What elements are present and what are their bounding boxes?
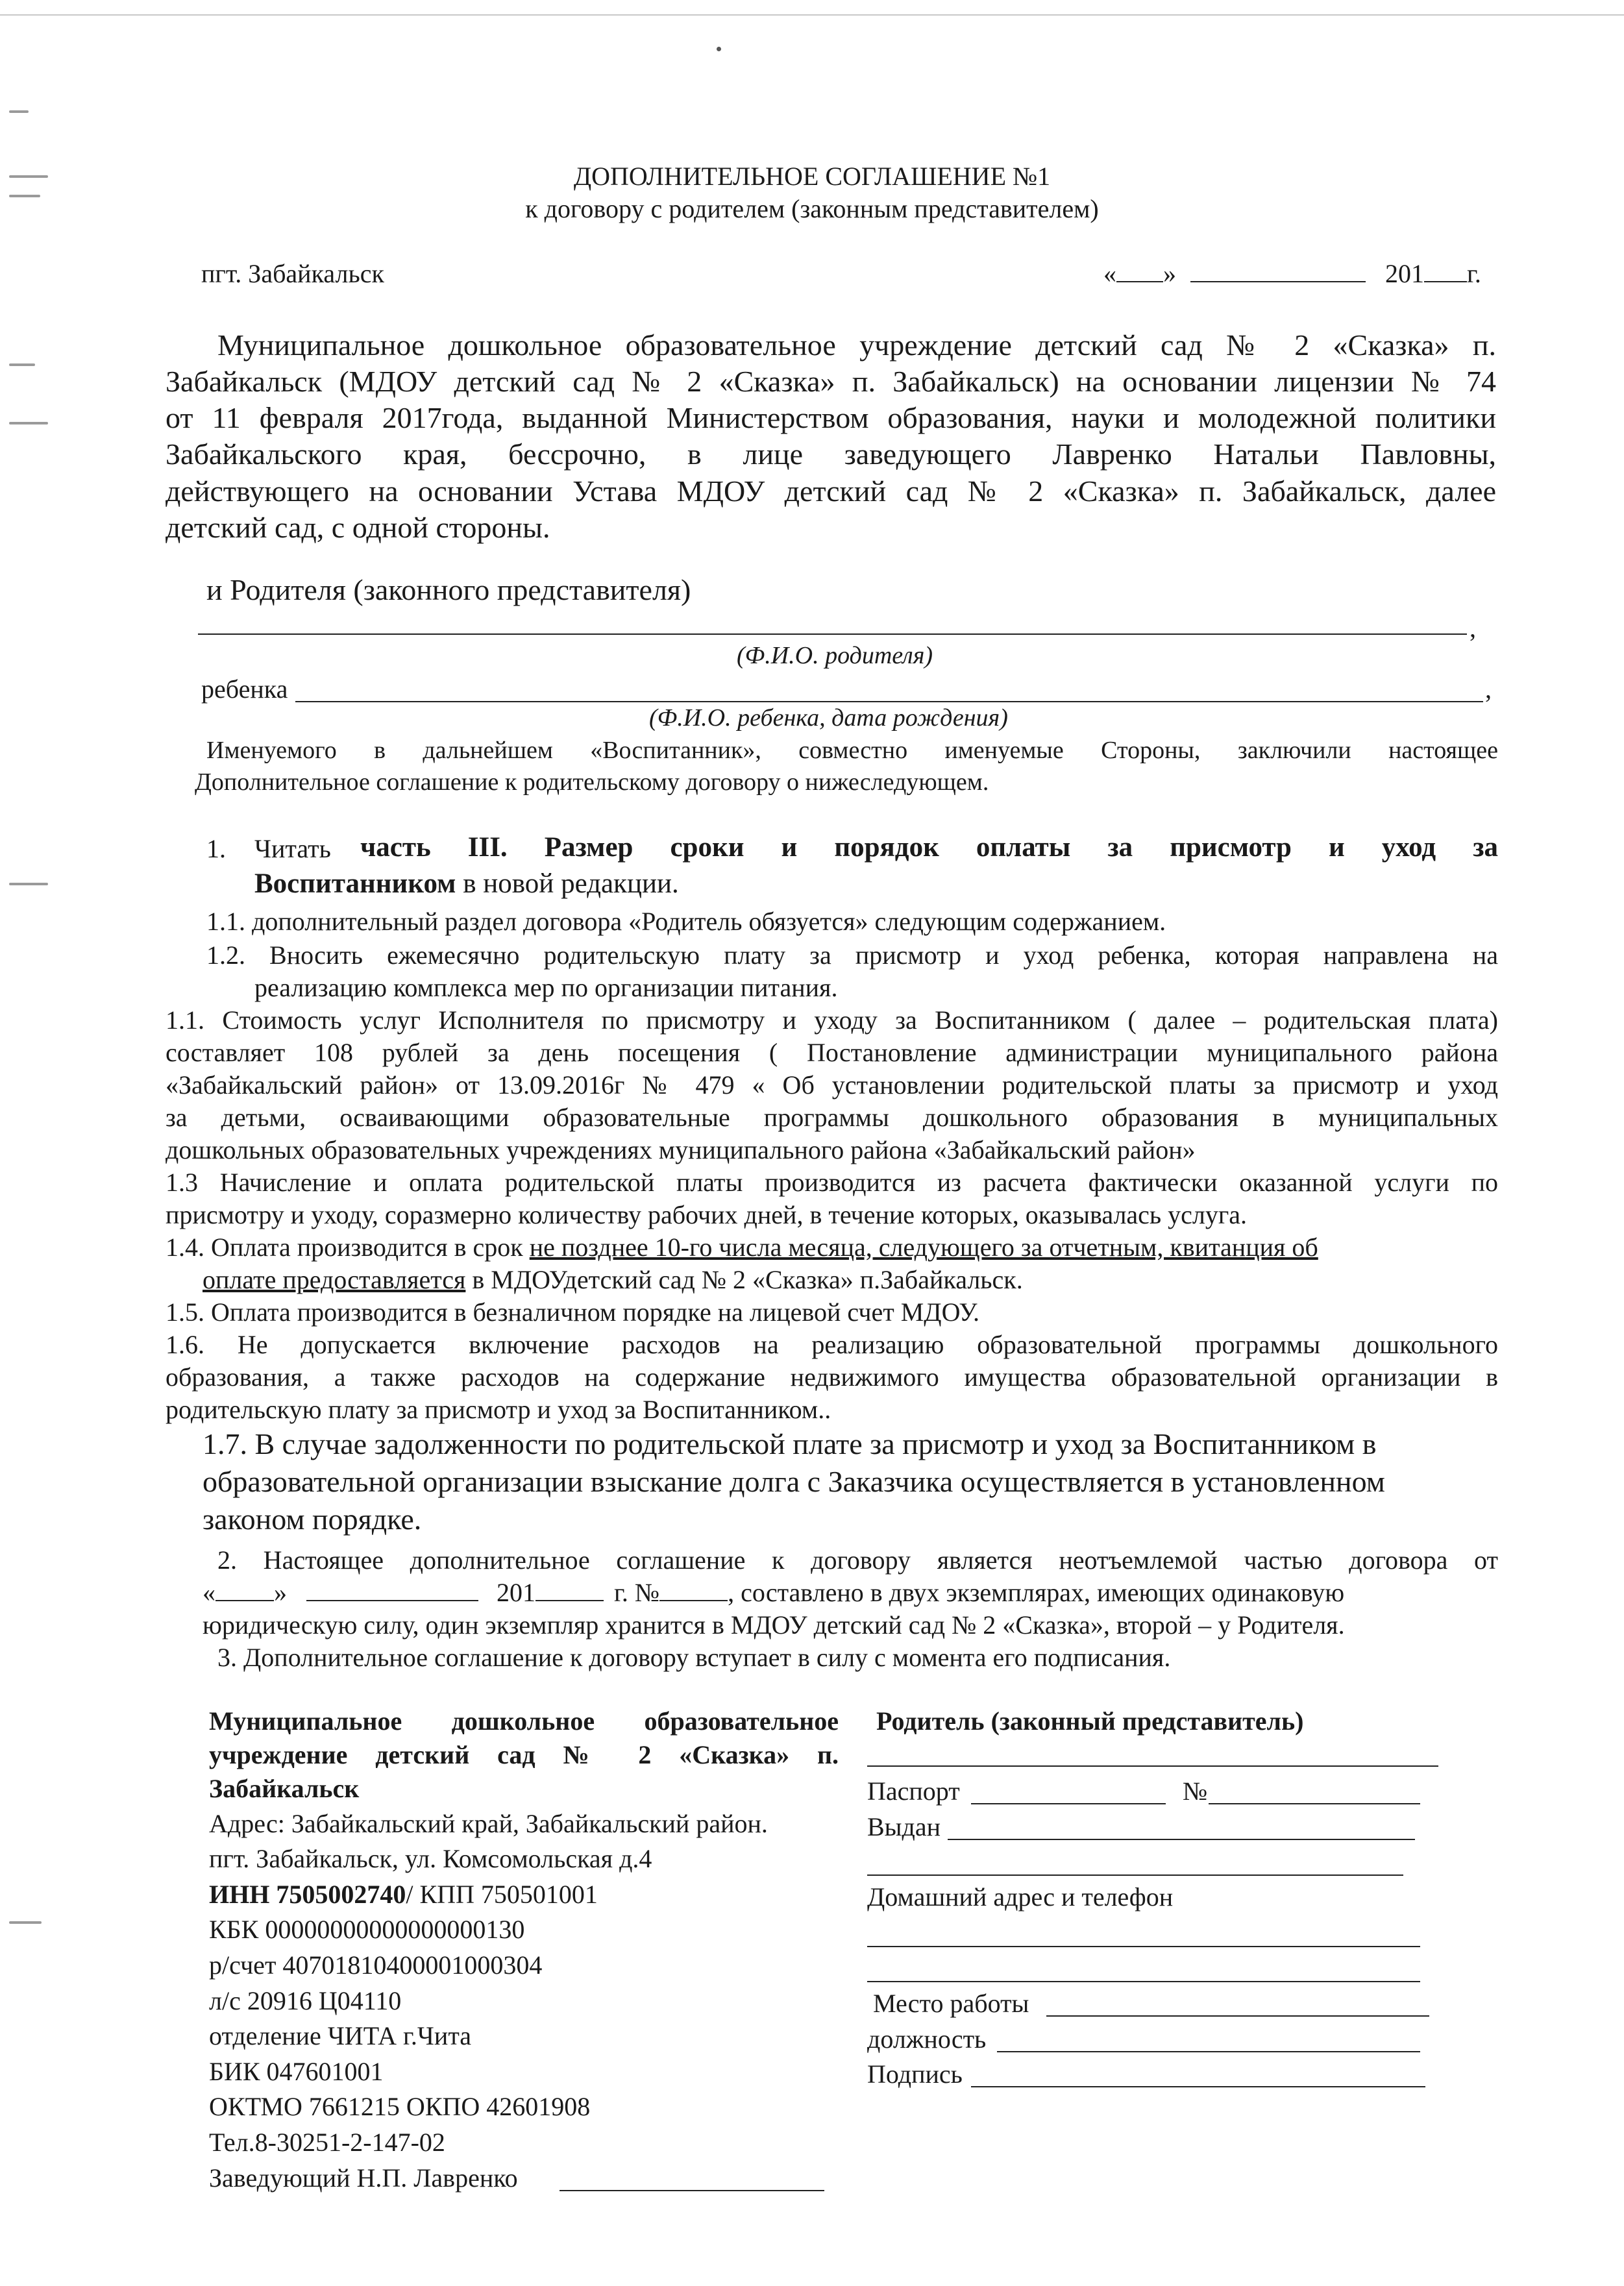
child-name-caption: (Ф.И.О. ребенка, дата рождения) [649,704,1008,731]
org-name: Муниципальное дошкольное образовательное [209,1706,839,1736]
position-label: должность [867,2024,987,2054]
org-phone: Тел.8-30251-2-147-02 [209,2128,445,2157]
signature-blank[interactable] [971,2086,1425,2087]
intro-line: от 11 февраля 2017года, выданной Министерством образования, науки и молодежной политики [166,401,1496,434]
item-1-7: 1.7. В случае задолженности по родительской плате за присмотр и уход за Воспитанником в [203,1427,1377,1460]
document-title: ДОПОЛНИТЕЛЬНОЕ СОГЛАШЕНИЕ №1 [573,162,1051,191]
passport-label: Паспорт [867,1776,960,1806]
parent-name-caption: (Ф.И.О. родителя) [737,642,933,669]
home-address-blank-2[interactable] [867,1981,1420,1982]
place-of-signing: пгт. Забайкальск [201,259,384,288]
parent-label: и Родителя (законного представителя) [206,573,691,606]
scan-edge-mark [9,1921,42,1924]
item-1-1b: 1.1. Стоимость услуг Исполнителя по присмотру и уходу за Воспитанником ( далее – родительская плата) [166,1005,1498,1035]
intro-line: Муниципальное дошкольное образовательное учреждение детский сад № 2 «Сказка» п. [217,328,1496,362]
clause-read: Читать [254,834,331,863]
clause-2-line2: « » 201 г. № , составлено в двух экземплярах, имеющих одинаковую [203,1578,1345,1607]
scan-edge-mark [9,110,29,113]
clause-2: 2. Настоящее дополнительное соглашение к договору является неотъемлемой частью договора от [217,1545,1498,1575]
intro-line: Забайкальского края, бессрочно, в лице заведующего Лавренко Натальи Павловны, [166,437,1496,471]
scan-edge-mark [9,363,35,366]
home-address-blank[interactable] [867,1946,1420,1947]
passport-number-blank[interactable] [1209,1803,1420,1804]
contract-month-blank[interactable] [306,1578,478,1601]
document-subtitle: к договору с родителем (законным представителем) [525,194,1099,223]
date-year-blank[interactable] [1424,259,1467,282]
parent-block-title: Родитель (законный представитель) [876,1706,1304,1736]
scan-speck [717,47,721,51]
org-head: Заведующий Н.П. Лавренко [209,2163,518,2193]
item-1-5: 1.5. Оплата производится в безналичном порядке на лицевой счет МДОУ. [166,1297,980,1327]
item-1-2: 1.2. Вносить ежемесячно родительскую плату за присмотр и уход ребенка, которая направлена на [206,940,1498,970]
org-address: пгт. Забайкальск, ул. Комсомольская д.4 [209,1844,652,1873]
child-label: ребенка [201,674,288,704]
org-inn-kpp: ИНН 7505002740/ КПП 750501001 [209,1880,598,1909]
item-1-1b: дошкольных образовательных учреждениях муниципального района «Забайкальский район» [166,1135,1196,1164]
contract-day-blank[interactable] [215,1578,274,1601]
contract-number-blank[interactable] [659,1578,728,1601]
home-address-label: Домашний адрес и телефон [867,1882,1174,1911]
clause-3: 3. Дополнительное соглашение к договору вступает в силу с момента его подписания. [217,1643,1171,1672]
work-label: Место работы [873,1989,1029,2018]
org-address: Адрес: Забайкальский край, Забайкальский район. [209,1809,768,1838]
org-bik: БИК 047601001 [209,2057,384,2086]
org-name: учреждение детский сад № 2 «Сказка» п. [209,1740,839,1769]
clause-heading: часть III. Размер сроки и порядок оплаты за присмотр и уход за [360,832,1498,863]
date-month-blank[interactable] [1190,259,1366,282]
org-bank: отделение ЧИТА г.Чита [209,2021,472,2050]
clause-heading-line2: Воспитанником в новой редакции. [254,868,679,899]
item-1-1b: за детьми, осваивающими образовательные программы дошкольного образования в муниципальных [166,1103,1498,1132]
issued-blank-2[interactable] [867,1874,1403,1876]
parent-name-line[interactable] [867,1765,1438,1767]
org-kbk: КБК 00000000000000000130 [209,1915,525,1944]
issued-blank[interactable] [948,1839,1415,1840]
item-1-7: образовательной организации взыскание долга с Заказчика осуществляется в установленном [203,1465,1385,1498]
item-1-1: 1.1. дополнительный раздел договора «Родитель обязуется» следующим содержанием. [206,907,1166,936]
item-1-3: присмотру и уходу, соразмерно количеству рабочих дней, в течение которых, оказывалась услуга. [166,1200,1248,1229]
clause-number: 1. [206,834,226,863]
clause-2-line3: юридическую силу, один экземпляр хранится в МДОУ детский сад № 2 «Сказка», второй – у Родителя. [203,1610,1345,1640]
passport-number-label: № [1183,1776,1208,1806]
item-1-6: родительскую плату за присмотр и уход за Воспитанником.. [166,1395,831,1424]
org-account: р/счет 40701810400001000304 [209,1950,543,1980]
item-1-1b: составляет 108 рублей за день посещения ( Постановление администрации муниципального района [166,1038,1498,1067]
item-1-1b: «Забайкальский район» от 13.09.2016г № 479 « Об установлении родительской платы за присмотр и уход [166,1070,1498,1100]
org-name: Забайкальск [209,1774,360,1803]
intro-line: действующего на основании Устава МДОУ детский сад № 2 «Сказка» п. Забайкальск, далее [166,474,1496,508]
scan-top-edge [0,14,1624,16]
item-1-4: 1.4. Оплата производится в срок не позднее 10-го числа месяца, следующего за отчетным, квитанция об [166,1233,1318,1262]
parent-name-blank[interactable] [198,633,1467,635]
head-signature-blank[interactable] [560,2190,824,2191]
date-day-blank[interactable] [1116,259,1163,282]
intro-line: Забайкальск (МДОУ детский сад № 2 «Сказка» п. Забайкальск) на основании лицензии № 74 [166,365,1496,398]
scan-edge-mark [9,422,48,424]
item-1-4: оплате предоставляется в МДОУдетский сад № 2 «Сказка» п.Забайкальск. [203,1265,1023,1294]
named-line: Дополнительное соглашение к родительскому договору о нижеследующем. [195,768,989,796]
position-blank[interactable] [997,2051,1420,2052]
item-1-3: 1.3 Начисление и оплата родительской платы производится из расчета фактически оказанной услуги по [166,1168,1498,1197]
item-1-2: реализацию комплекса мер по организации питания. [254,973,838,1002]
item-1-6: 1.6. Не допускается включение расходов на реализацию образовательной программы дошкольного [166,1330,1498,1359]
work-blank[interactable] [1046,2015,1429,2017]
named-line: Именуемого в дальнейшем «Воспитанник», совместно именуемые Стороны, заключили настоящее [206,737,1498,764]
item-1-6: образования, а также расходов на содержание недвижимого имущества образовательной организации в [166,1362,1498,1392]
issued-label: Выдан [867,1812,941,1841]
contract-year-blank[interactable] [535,1578,604,1601]
org-oktmo: ОКТМО 7661215 ОКПО 42601908 [209,2092,591,2121]
item-1-7: законом порядке. [203,1503,422,1536]
child-name-blank[interactable] [295,701,1483,702]
intro-line: детский сад, с одной стороны. [166,511,550,544]
org-personal-account: л/с 20916 Ц04110 [209,1986,402,2015]
scan-edge-mark [9,883,48,885]
date-line: « » 201 г. [1103,259,1481,288]
signature-label: Подпись [867,2059,963,2089]
passport-series-blank[interactable] [971,1803,1166,1804]
